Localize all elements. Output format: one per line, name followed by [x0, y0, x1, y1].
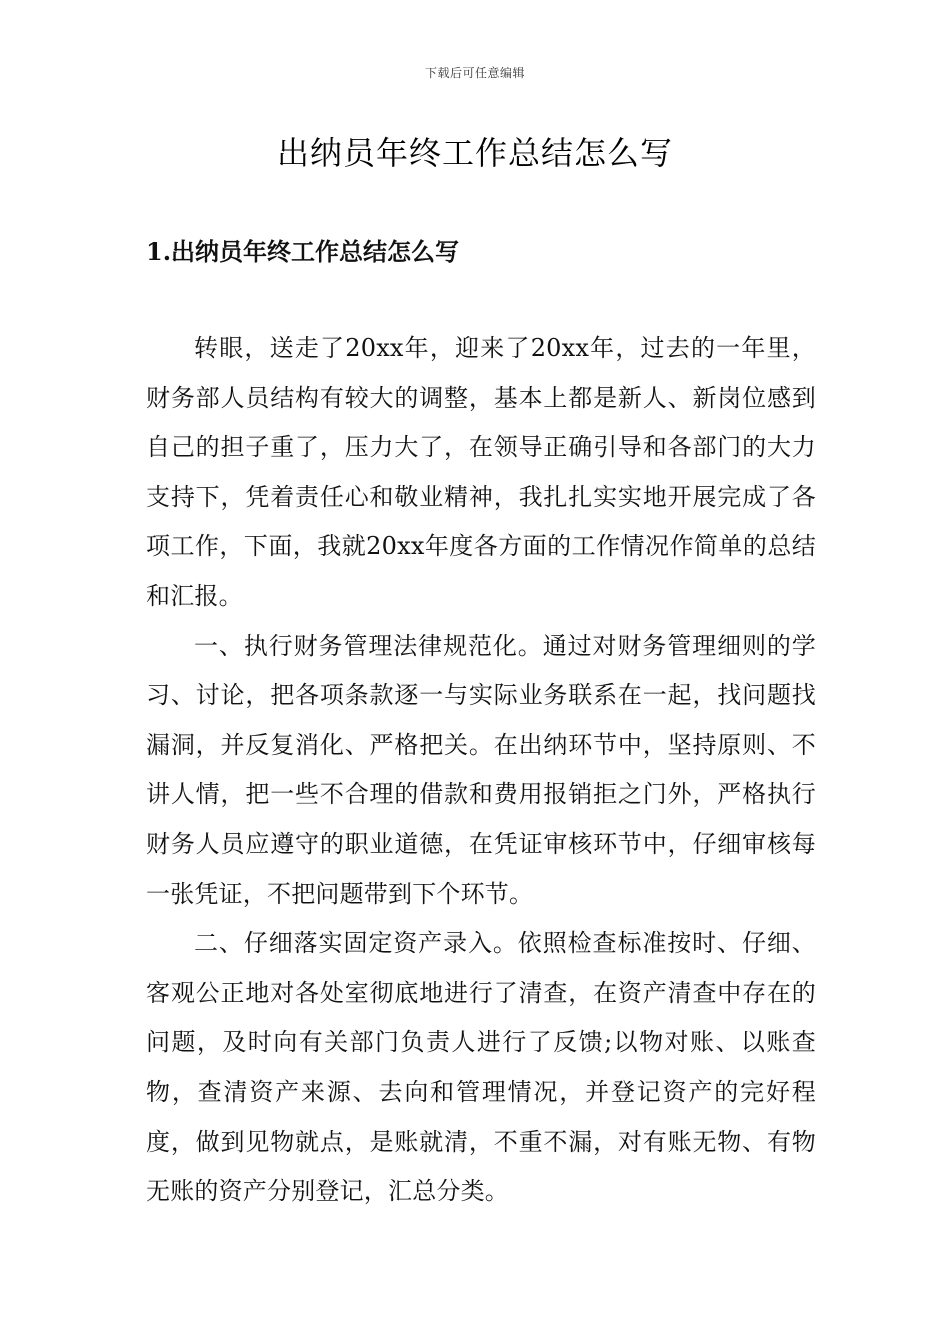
section-heading: 1.出纳员年终工作总结怎么写 [146, 237, 460, 266]
body-text [146, 324, 816, 1217]
paragraph-fixed-assets: 二、仔细落实固定资产录入。依照检查标准按时、仔细、客观公正地对各处室彻底地进行了清查，在资产清查中存在的问题，及时向有关部门负责人进行了反馈;以物对账、以账查物，查清资产来源、去向和管理情况，并登记资产的完好程度，做到见物就点，是账就清，不重不漏，对有账无物、有物无账的资产分别登记，汇总分类。 [146, 929, 816, 1206]
paragraph-intro: 转眼，送走了20xx年，迎来了20xx年，过去的一年里，财务部人员结构有较大的调整，基本上都是新人、新岗位感到自己的担子重了，压力大了，在领导正确引导和各部门的大力支持下，凭着责任心和敬业精神，我扎扎实实地开展完成了各项工作，下面，我就20xx年度各方面的工作情况作简单的总结和汇报。 [146, 334, 816, 610]
header-note: 下载后可任意编辑 [424, 66, 525, 80]
document-title: 出纳员年终工作总结怎么写 [276, 134, 673, 172]
paragraph-finance-regulation: 一、执行财务管理法律规范化。通过对财务管理细则的学习、讨论，把各项条款逐一与实际业务联系在一起，找问题找漏洞，并反复消化、严格把关。在出纳环节中，坚持原则、不讲人情，把一些不合理的借款和费用报销拒之门外，严格执行财务人员应遵守的职业道德，在凭证审核环节中，仔细审核每一张凭证，不把问题带到下个环节。 [146, 631, 816, 908]
